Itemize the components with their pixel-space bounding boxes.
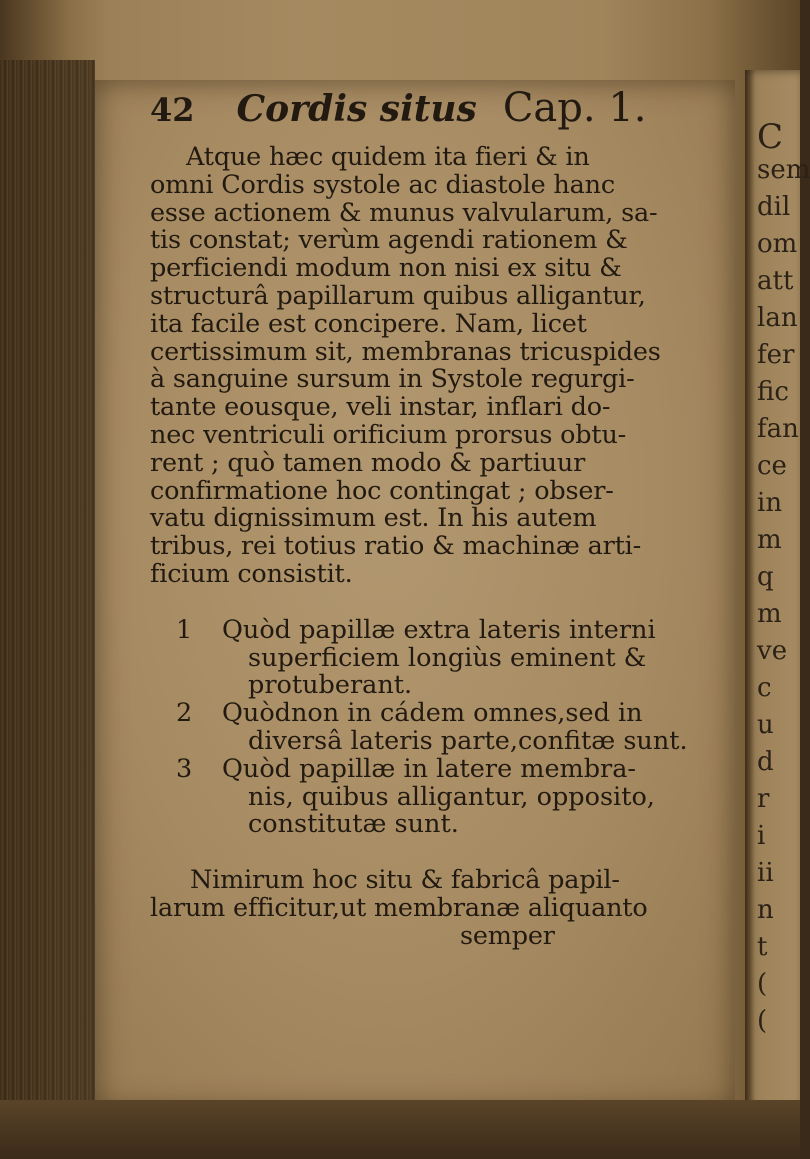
catchword: semper <box>460 920 555 951</box>
text-line: perficiendi modum non nisi ex situ & <box>150 253 622 284</box>
facing-page-fragment: c <box>757 673 772 703</box>
right-page-fragment <box>745 70 810 1110</box>
facing-page-fragment: u <box>757 710 774 740</box>
facing-page-fragment: in <box>757 488 783 518</box>
text-line: nis, quibus alligantur, opposito, <box>248 781 655 812</box>
text-line: Quòdnon in cádem omnes,sed in <box>222 698 643 729</box>
text-line: tante eousque, veli instar, inflari do- <box>150 392 611 423</box>
text-line: confirmatione hoc contingat ; obser- <box>150 475 614 506</box>
numbered-list <box>150 614 690 840</box>
text-line: Quòd papillæ extra lateris interni <box>222 614 656 645</box>
page-text <box>150 85 690 951</box>
facing-page-fragment: att <box>757 266 794 296</box>
text-line: tribus, rei totius ratio & machinæ arti- <box>150 531 642 562</box>
facing-page-fragment: t <box>757 932 768 962</box>
left-page-edges <box>0 60 95 1100</box>
text-line: omni Cordis systole ac diastole hanc <box>150 169 615 200</box>
text-line: larum efficitur,ut membranæ aliquanto <box>150 892 648 923</box>
text-line: vatu dignissimum est. In his autem <box>150 503 597 534</box>
text-line: tis constat; verùm agendi rationem & <box>150 225 628 256</box>
facing-page-fragment: ii <box>757 858 774 888</box>
text-line: à sanguine sursum in Systole regurgi- <box>150 364 635 395</box>
facing-page-fragment: q <box>757 562 774 592</box>
facing-page-fragment: m <box>757 525 782 555</box>
running-title: Cordis situs <box>236 88 477 130</box>
text-line: protuberant. <box>248 670 413 701</box>
text-line: superficiem longiùs eminent & <box>248 642 647 673</box>
text-line: structurâ papillarum quibus alligantur, <box>150 280 646 311</box>
facing-page-fragment: ( <box>757 969 768 999</box>
facing-page-fragment: ve <box>757 636 788 666</box>
text-line: Quòd papillæ in latere membra- <box>222 753 637 784</box>
facing-page-fragment: fan <box>757 414 799 444</box>
facing-page-fragment: ce <box>757 451 787 481</box>
list-number: 3 <box>176 753 193 784</box>
facing-page-fragment: lan <box>757 303 798 333</box>
facing-page-fragment: om <box>757 229 798 259</box>
paragraph-2 <box>150 867 690 950</box>
page-header <box>150 85 690 144</box>
chapter-label: Cap. 1. <box>502 85 647 131</box>
facing-page-fragment: ( <box>757 1006 768 1036</box>
paragraph-1 <box>150 144 690 589</box>
bottom-shadow <box>0 1100 800 1159</box>
text-line: rent ; quò tamen modo & partiuur <box>150 447 586 478</box>
facing-page-fragment: sem <box>757 155 810 185</box>
text-line: Nimirum hoc situ & fabricâ papil- <box>190 865 620 896</box>
list-number: 2 <box>176 698 193 729</box>
text-line: esse actionem & munus valvularum, sa- <box>150 197 658 228</box>
list-item <box>150 753 690 840</box>
text-line: constitutæ sunt. <box>248 809 459 840</box>
facing-page-fragment: C <box>757 117 784 157</box>
facing-page-fragment: fic <box>757 377 789 407</box>
facing-page-fragment: i <box>757 821 766 851</box>
text-line: ficium consistit. <box>150 558 353 589</box>
text-line: certissimum sit, membranas tricuspides <box>150 336 661 367</box>
facing-page-fragment: r <box>757 784 770 814</box>
list-item <box>150 700 690 756</box>
facing-page-fragment: d <box>757 747 774 777</box>
facing-page-fragment: dil <box>757 192 791 222</box>
facing-page-fragment: m <box>757 599 782 629</box>
text-line: ita facile est concipere. Nam, licet <box>150 308 587 339</box>
text-line: diversâ lateris parte,confitæ sunt. <box>248 725 688 756</box>
list-number: 1 <box>176 614 193 645</box>
facing-page-fragment: n <box>757 895 774 925</box>
facing-page-fragment: fer <box>757 340 795 370</box>
text-line: Atque hæc quidem ita fieri & in <box>186 142 590 172</box>
list-item <box>150 614 690 701</box>
text-line: nec ventriculi orificium prorsus obtu- <box>150 419 627 450</box>
page-number: 42 <box>150 91 195 129</box>
